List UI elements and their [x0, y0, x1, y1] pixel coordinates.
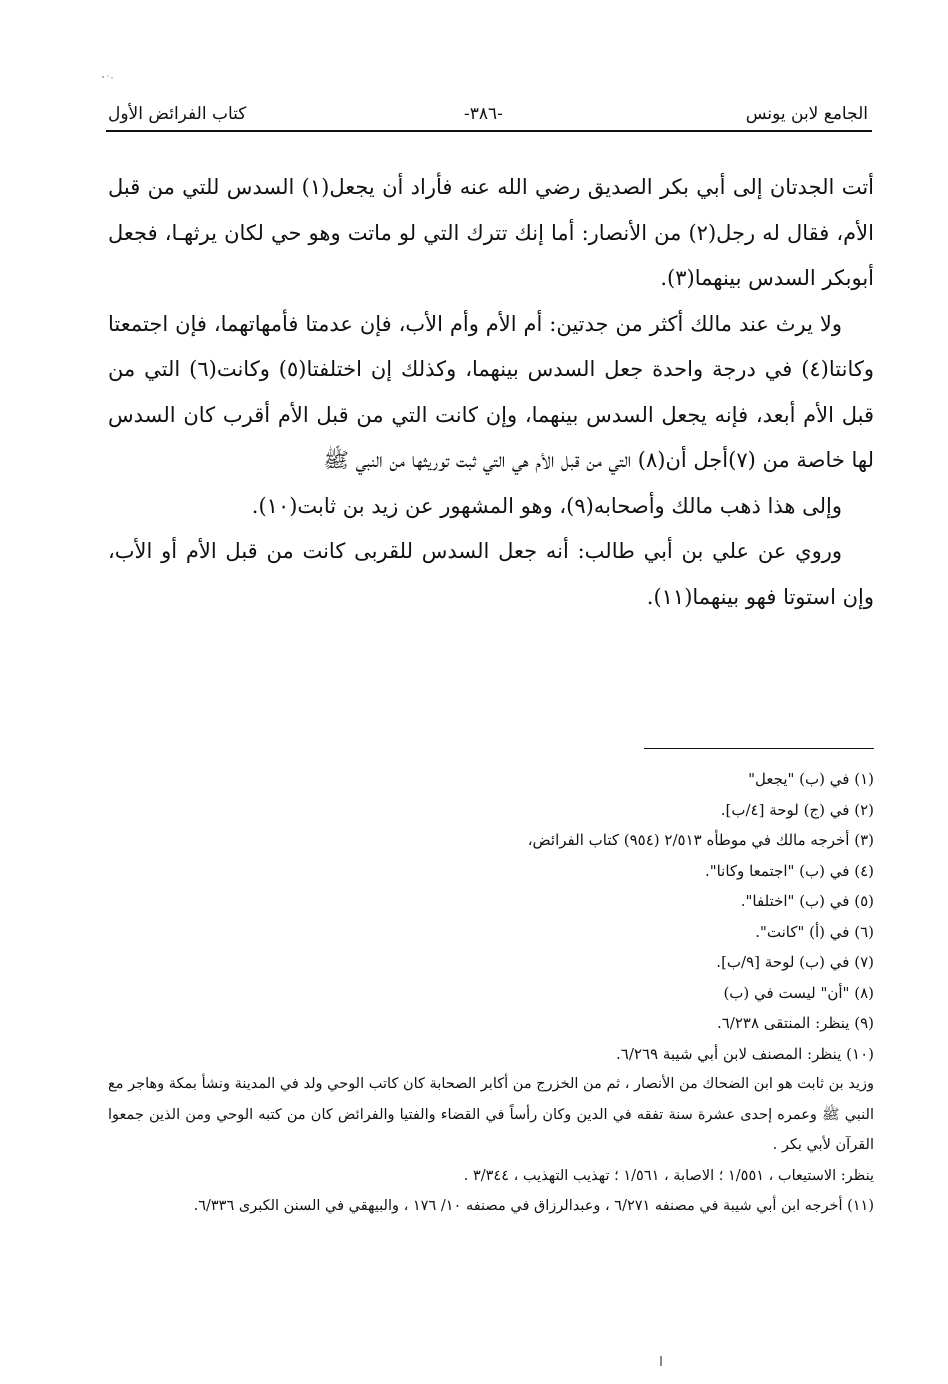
footnote: (٧) في (ب) لوحة [٩/ب]. — [716, 953, 874, 971]
page-header — [108, 100, 868, 128]
footnotes — [108, 764, 874, 1222]
chapter-title: كتاب الفرائض الأول — [108, 104, 247, 124]
footnote-detail: وزيد بن ثابت هو ابن الضحاك من الأنصار ، ثم من الخزرج من أكابر الصحابة كان كاتب الوحي ولد في المدينة ونشأ بمكة وهاجر مع النبي ﷺ وعمره إحدى عشرة سنة تفقه في الدين وكان رأساً في القضاء والفتيا والفرائض كان من كتبه الوحي ومن الذين جمعوا القرآن لأبي بكر . — [108, 1076, 874, 1153]
footnote: (١١) أخرجه ابن أبي شيبة في مصنفه ٦/٢٧١ ، وعبدالرزاق في مصنفه ١٠/ ١٧٦ ، والبيهقي في السنن الكبرى ٦/٣٣٦. — [193, 1198, 874, 1214]
paragraph: وإلى هذا ذهب مالك وأصحابه(٩)، وهو المشهور عن زيد بن ثابت(١٠). — [251, 493, 842, 518]
page-number: -٣٨٦- — [464, 104, 503, 124]
scan-mark — [660, 1356, 662, 1366]
footnote: (٨) "أن" ليست في (ب) — [723, 983, 874, 1002]
footnote: (١٠) ينظر: المصنف لابن أبي شيبة ٦/٢٦٩. — [616, 1044, 874, 1063]
footnote: (١) في (ب) "يجعل" — [748, 770, 874, 788]
main-text — [108, 165, 874, 620]
footnote-references: ينظر: الاستيعاب ، ١/٥٥١ ؛ الاصابة ، ١/٥٦١ ؛ تهذيب التهذيب ، ٣/٣٤٤ . — [463, 1167, 874, 1184]
scan-speck — [100, 66, 116, 74]
footnote: (٦) في (أ) "كانت". — [755, 922, 874, 941]
paragraph: ولا يرث عند مالك أكثر من جدتين: أم الأم وأم الأب، فإن عدمتا فأمهاتهما، فإن اجتمعتا وكانتا(٤) في درجة واحدة جعل السدس بينهما، وكذلك إن اختلفتا(٥) وكانت(٦) التي من قبل الأم أبعد، فإنه يجعل السدس بينهما، وإن كانت التي من قبل الأم أقرب كان السدس لها خاصة من (٧)أجل أن(٨) التي من قبل الأم هي التي ثبت توريثها من النبي ﷺ — [108, 311, 874, 472]
footnote: (٢) في (ج) لوحة [٤/ب]. — [720, 800, 874, 819]
footnote: (٣) أخرجه مالك في موطأه ٢/٥١٣ (٩٥٤) كتاب الفرائض، — [527, 831, 874, 849]
book-title: الجامع لابن يونس — [745, 104, 868, 124]
paragraph: أتت الجدتان إلى أبي بكر الصديق رضي الله عنه فأراد أن يجعل(١) السدس للتي من قبل الأم، فقال له رجل(٢) من الأنصار: أما إنك تترك التي لو ماتت وهو حي لكان يرثهـا، فجعل أبوبكر السدس بينهما(٣). — [108, 175, 874, 290]
footnote: (٤) في (ب) "اجتمعا وكانا". — [704, 861, 874, 880]
footnote-separator — [644, 748, 874, 749]
header-rule — [106, 130, 872, 132]
paragraph: وروي عن علي بن أبي طالب: أنه جعل السدس للقربى كانت من قبل الأم أو الأب، وإن استوتا فهو بينهما(١١). — [108, 539, 874, 609]
footnote: (٩) ينظر: المنتقى ٦/٢٣٨. — [716, 1014, 874, 1032]
footnote: (٥) في (ب) "اختلفا". — [740, 892, 874, 910]
